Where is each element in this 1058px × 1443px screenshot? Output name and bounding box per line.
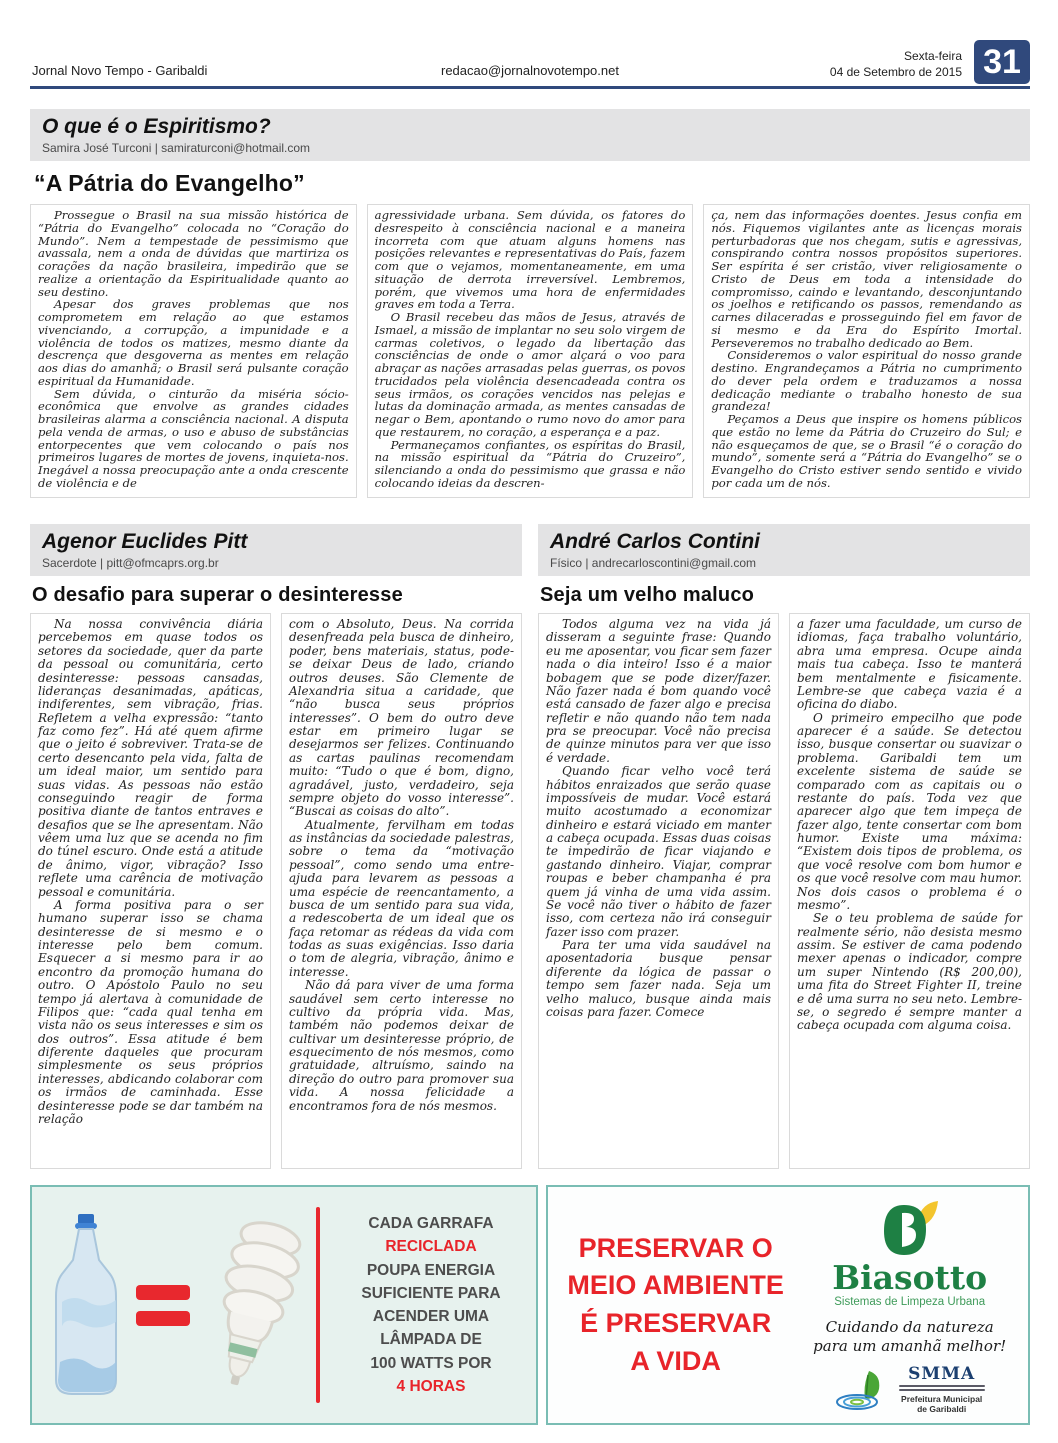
masthead <box>30 40 1030 86</box>
smma-leaf-icon <box>835 1369 893 1411</box>
biasotto-brand-block <box>797 1193 1022 1417</box>
article-desinteresse <box>30 524 522 1169</box>
contact-email: redacao@jornalnovotempo.net <box>441 63 619 78</box>
recycling-equation-panel <box>30 1185 538 1425</box>
masthead-rule <box>30 86 1030 89</box>
kicker-band-espiritismo <box>30 109 1030 161</box>
smma-logo-block <box>835 1363 985 1414</box>
lower-articles-row <box>30 524 1030 1169</box>
article-columns <box>538 613 1030 1169</box>
message-line: SUFICIENTE PARA <box>361 1284 501 1302</box>
page-number-badge: 31 <box>974 40 1030 84</box>
motto-line: Cuidando da natureza <box>825 1318 994 1337</box>
environment-slogan <box>554 1193 797 1417</box>
article-title: O desafio para superar o desinteresse <box>32 584 403 607</box>
slogan-line: A VIDA <box>630 1345 721 1376</box>
brand-motto <box>813 1318 1006 1356</box>
smma-name: SMMA <box>908 1363 976 1384</box>
article-title: “A Pátria do Evangelho” <box>34 170 305 197</box>
author-byline: Sacerdote | pitt@ofmcaprs.org.br <box>42 556 219 571</box>
text-column-2: com o Absoluto, Deus. Na corrida desenfreada pela busca de dinheiro, poder, bens materiais, status, pode-se deixar Deus de lado, criando outros deuses. São Clemente de Alexandria situa a caridade, que “não busca seus próprios interesses”. O bem do outro deve estar em primeiro lugar se desejarmos ser felizes. Continuando as cartas paulinas recomendam muito: “Tudo o que é bom, digno, agradável, justo, verdadeiro, seja sempre objeto do vosso interesse”. “Buscai as coisas do alto”. Atualmente, fervilham em todas as instâncias da sociedade palestras, sobre o tema da “motivação pessoal”, como sendo uma entre-ajuda para levarem as pessoas a uma espécie de reencantamento, a busca de um sentido para sua vida, a redescoberta de um ideal que os faça retomar as rédeas da vida com todas as suas exigências. Isso daria o tom de alegria, vibração, ânimo e interesse. Não dá para viver de uma forma saudável sem certo interesse no cultivo da própria vida. Mas, também não podemos deixar de cultivar um desinteresse próprio, de esquecimento de nós mesmos, como gratuidade, altruísmo, saindo na direção do outro para promover sua vida. A nossa felicidade a encontramos fora de nós mesmos. <box>281 613 522 1169</box>
text-column-3: ça, nem das informações doentes. Jesus confia em nós. Fiquemos vigilantes ante as licenças morais perturbadoras que nos chegam, sutis e agressivas, conspirando contra nossos propósitos superiores. Ser espírita é ser cristão, viver religiosamente o Cristo de Deus em toda a intensidade do compromisso, caindo e levantando, desconjuntando os joelhos e retificando os passos, remendando as carnes dilaceradas e prosseguindo fiel em favor de si mesmo e da Era do Espírito Imortal. Perseveremos no trabalho dedicado ao Bem. Consideremos o valor espiritual do nosso grande destino. Engrandeçamos a Pátria no cumprimento do dever pela ordem e traduzamos a nossa dedicação mediante o trabalho honesto de sua grandeza! Peçamos a Deus que inspire os homens públicos que estão no leme da Pátria do Cruzeiro do Sul; e não esqueçamos de que, se o Brasil “é o coração do mundo”, somente será a “Pátria do Evangelho” se o Evangelho do Cristo estiver sendo sentido e vivido por cada um de nós. <box>703 204 1030 498</box>
slogan-line: MEIO AMBIENTE <box>567 1270 784 1301</box>
smma-subtitle: Prefeitura Municipal de Garibaldi <box>901 1393 983 1414</box>
text-column-1: Prossegue o Brasil na sua missão histórica de “Pátria do Evangelho” colocada no “Coração do Mundo”. Nem a tempestade de pessimismo que avassala, nem a onda de dúvidas que martiriza os corações da nação brasileira, impedirão que se realize a orientação da Espiritualidade quanto ao seu destino. Apesar dos graves problemas que nos comprometem em relação ao que estamos vivenciando, a corrupção, a impunidade e a violência de todos os matizes, mesmo diante da descrença que desgoverna as mentes em relação aos dias do amanhã; o Brasil será pulsante coração espiritual da Humanidade. Sem dúvida, o cinturão da miséria sócio-econômica que envolve as grandes cidades brasileiras alarma a consciência nacional. A disputa pela venda de armas, o uso e abuso de substâncias entorpecentes que vem colocando o país nos primeiros lugares de mortes de jovens, inquieta-nos. Inegável a nossa preocupação ante a onda crescente de violência e de <box>30 204 357 498</box>
article-velho-maluco <box>538 524 1030 1169</box>
equals-icon <box>136 1285 190 1326</box>
slogan-line: PRESERVAR O <box>578 1232 773 1263</box>
recycling-message <box>334 1212 528 1398</box>
author-name: Agenor Euclides Pitt <box>42 530 248 554</box>
message-line: 100 WATTS POR <box>370 1354 492 1372</box>
plastic-bottle-image <box>48 1212 124 1398</box>
text-column-2: a fazer uma faculdade, um curso de idiomas, faça trabalho voluntário, abra uma empresa. Ocupe ainda mais tua cabeça. Isso te manterá bem mentalmente e fisicamente. Lembre-se que cabeça vazia é a oficina do diabo. O primeiro empecilho que pode aparecer é a saúde. Se detectou isso, busque consertar ou suavizar o problema. Garibaldi tem um excelente sistema de saúde se comparado com as capitais ou o restante do país. Toda vez que aparecer algo que tem impeça de fazer algo, tente consertar com bom humor. Existe uma máxima: “Existem dois tipos de problema, os que você resolve com bom humor e os que você resolve com mau humor. Nos dois casos o problema é o mesmo”. Se o teu problema de saúde for realmente sério, não desista mesmo assim. Se estiver de cama podendo mexer apenas o indicador, compre um super Nintendo (R$ 200,00), uma fita do Street Fighter II, treine e dê uma surra no seu neto. Lembre-se, o segredo é sempre manter a cabeça ocupada com alguma coisa. <box>789 613 1030 1169</box>
column-kicker: O que é o Espiritismo? <box>42 115 271 138</box>
smma-fine-print <box>899 1385 985 1392</box>
motto-line: para um amanhã melhor! <box>813 1336 1007 1355</box>
author-byline: Físico | andrecarloscontini@gmail.com <box>550 556 757 571</box>
date: 04 de Setembro de 2015 <box>829 64 962 79</box>
message-line-accent: 4 HORAS <box>396 1377 466 1395</box>
message-line: LÂMPADA DE <box>380 1331 482 1349</box>
message-line: CADA GARRAFA <box>368 1215 494 1233</box>
article-columns <box>30 204 1030 498</box>
slogan-line: É PRESERVAR <box>580 1308 772 1339</box>
text-column-1: Na nossa convivência diária percebemos em quase todos os setores da sociedade, quer da parte da pessoal ou comunitária, certo desinteresse: pessoas cansadas, lideranças desanimadas, apáticas, indiferentes, sem vibração, frias. Refletem a velha expressão: “tanto faz como fez”. Há até quem afirme que o jeito é sobreviver. Trata-se de certo desencanto pela vida, falta de um ideal maior, um sentido para suas vidas. As pessoas não estão conseguindo reagir de forma positiva diante de tantos entraves e desafios que se lhe apresentam. Não vêem uma luz que se acenda no fim do túnel escuro. Onde está a atitude de ânimo, vigor, vibração? Isso reflete uma carência de motivação pessoal e comunitária. A forma positiva para o ser humano superar isso se chama desinteresse de si mesmo e o interesse pelo bem comum. Esquecer a si mesmo para ir ao encontro da promoção humana do outro. O Apóstolo Paulo no seu tempo já alertava à comunidade de Filipos que: “cada qual tenha em vista não os seus interesses e sim os dos outros”. Essa atitude é bem diferente daqueles que procuram simplesmente os seus próprios interesses, abdicando colaborar com os irmãos de caminhada. Esse desinteresse pode se dar também na relação <box>30 613 271 1169</box>
weekday: Sexta-feira <box>903 48 962 63</box>
author-name: André Carlos Contini <box>550 530 761 554</box>
smma-text-block <box>899 1363 985 1414</box>
message-line-accent: RECICLADA <box>385 1238 477 1256</box>
date-block <box>830 48 962 80</box>
kicker-band-contini <box>538 524 1030 576</box>
brand-tagline: Sistemas de Limpeza Urbana <box>834 1296 986 1309</box>
article-title: Seja um velho maluco <box>540 584 755 607</box>
message-line: POUPA ENERGIA <box>366 1261 496 1279</box>
article-espiritismo <box>30 109 1030 498</box>
text-column-2: agressividade urbana. Sem dúvida, os fatores do desrespeito à consciência nacional e a maneira incorreta com que atuam alguns homens nas posições relevantes e representativas do País, fazem com que o vejamos, momentaneamente, em uma situação de derrota irreversível. Lembremos, porém, que vivemos uma hora de enfermidades graves em toda a Terra. O Brasil recebeu das mãos de Jesus, através de Ismael, a missão de implantar no seu solo virgem de carmas coletivos, o legado da libertação das consciências de onde o amor alçará o voo para abraçar as nações arrasadas pelas guerras, os povos trucidados pela violência desencadeada contra os seus irmãos, os corações vencidos nas pelejas e lutas da dominação armada, as mentes cansadas de negar o Bem, apontando o rumo novo do amor para que restaurem, no coração, a esperança e a paz. Permaneçamos confiantes, os espíritas do Brasil, na missão espiritual da “Pátria do Cruzeiro”, silenciando a onda do pessimismo que grassa e não colocando ideias da descren- <box>367 204 694 498</box>
biasotto-ad-panel <box>546 1185 1030 1425</box>
cfl-bulb-image <box>202 1215 306 1395</box>
red-divider <box>316 1207 320 1403</box>
biasotto-logo <box>878 1199 942 1259</box>
message-line: ACENDER UMA <box>372 1308 490 1326</box>
article-columns <box>30 613 522 1169</box>
text-column-1: Todos alguma vez na vida já disseram a seguinte frase: Quando eu me aposentar, vou ficar sem fazer nada o dia inteiro! Isso é a maior bobagem que se pode dizer/fazer. Não fazer nada é bom quando você está cansado de fazer algo e precisa refletir e não quando não tem nada pra se preocupar. Você não precisa de quinze minutos para ver que isso é verdade. Quando ficar velho você terá hábitos enraizados que serão quase impossíveis de mudar. Você estará muito acostumado a economizar dinheiro e estará viciado em manter a cabeça ocupada. Essas duas coisas te impedirão de ficar viajando e gastando dinheiro. Viajar, comprar roupas e beber champanha é pra quem já vinha de uma vida assim. Se você não tiver o hábito de fazer isso, com certeza não irá conseguir fazer isso com prazer. Para ter uma vida saudável na aposentadoria busque pensar diferente da lógica de passar o tempo sem fazer nada. Seja um velho maluco, busque ainda mais coisas para fazer. Comece <box>538 613 779 1169</box>
advertisement <box>30 1185 1030 1425</box>
paper-name: Jornal Novo Tempo - Garibaldi <box>32 63 208 78</box>
kicker-band-pitt <box>30 524 522 576</box>
brand-name: Biasotto <box>832 1258 988 1298</box>
author-byline: Samira José Turconi | samiraturconi@hotmail.com <box>42 141 311 156</box>
